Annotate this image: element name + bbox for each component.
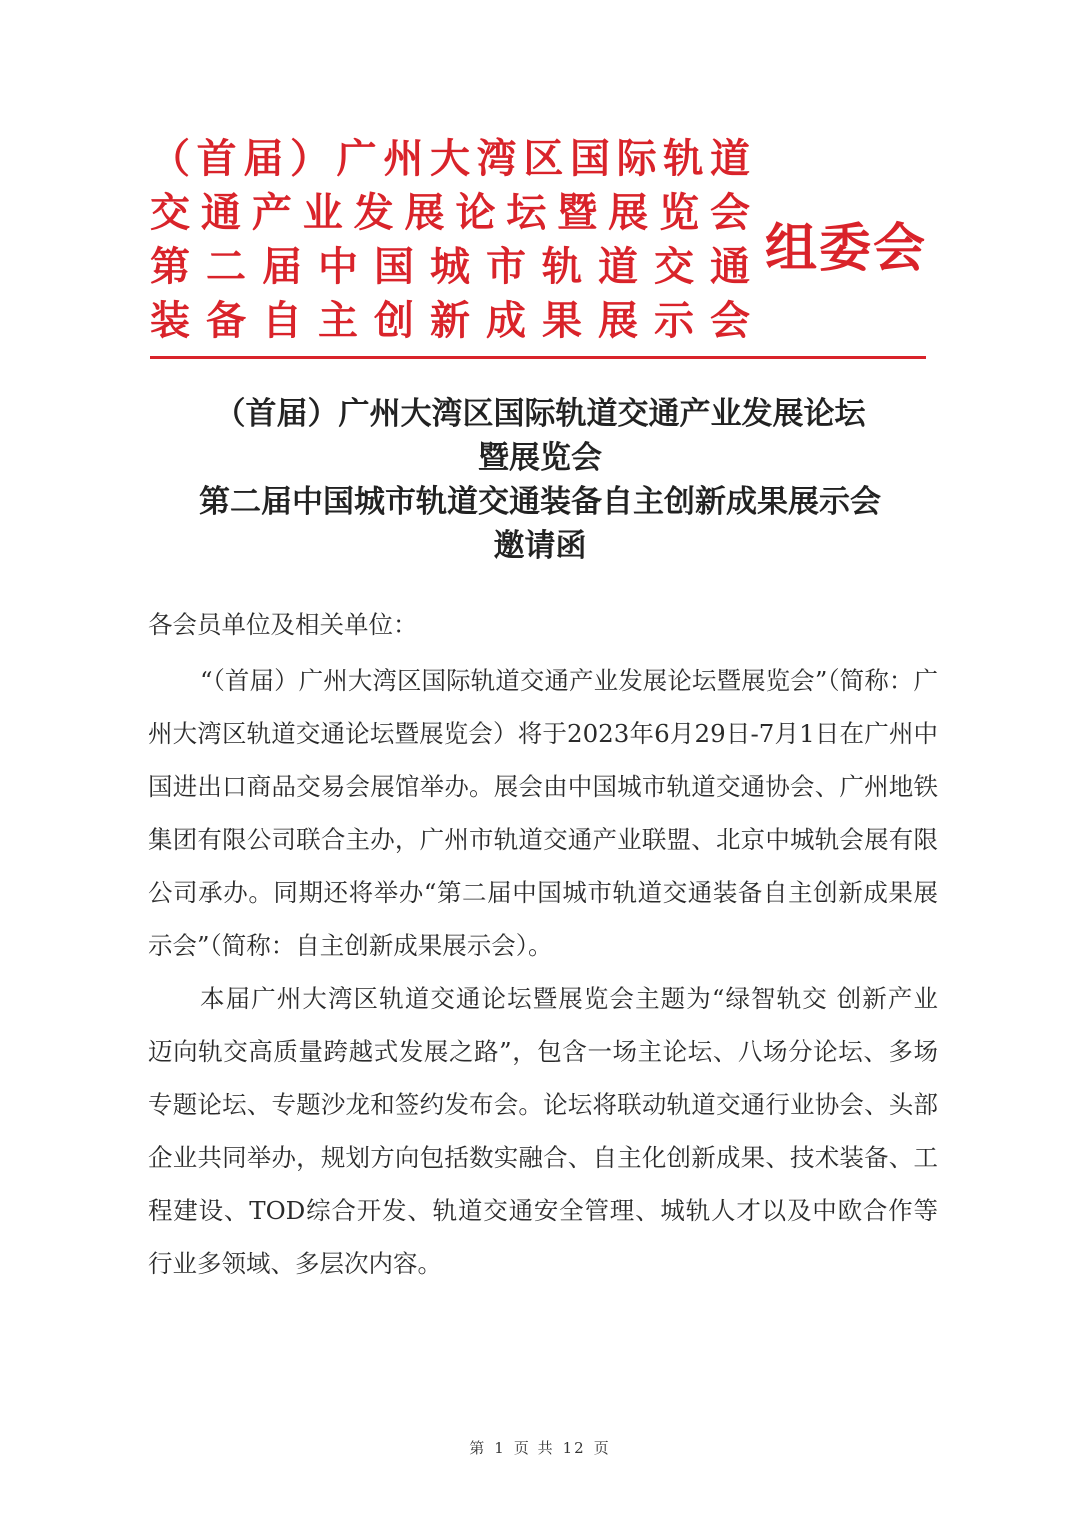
paragraph-2: 本届广州大湾区轨道交通论坛暨展览会主题为“绿智轨交 创新产业 迈向轨交高质量跨越式发展之路”，包含一场主论坛、八场分论坛、多场专题论坛、专题沙龙和签约发布会。论坛将联动轨道交通行业协会、头部企业共同举办，规划方向包括数实融合、自主化创新成果、技术装备、工程建设、TOD综合开发、轨道交通安全管理、城轨人才以及中欧合作等行业多领域、多层次内容。 xyxy=(148,984,938,1278)
document-title xyxy=(140,392,940,568)
page-footer xyxy=(0,1437,1080,1458)
header-divider xyxy=(150,356,926,359)
title-line-4: 邀请函 xyxy=(493,528,587,564)
header-line-4: 装备自主创新成果展示会 xyxy=(150,298,750,344)
header-line-2: 交通产业发展论坛暨展览会 xyxy=(150,190,750,236)
page-prefix: 第 xyxy=(469,1439,487,1457)
total-pages: 12 xyxy=(562,1439,586,1457)
header-line-3: 第二届中国城市轨道交通 xyxy=(150,244,750,290)
header-line-1: （首届）广州大湾区国际轨道 xyxy=(150,136,750,182)
title-line-2: 暨展览会 xyxy=(478,440,602,476)
page-suffix: 页 xyxy=(593,1439,611,1457)
letter-body xyxy=(148,598,938,1290)
organizer-header xyxy=(150,132,750,348)
page-number: 1 xyxy=(494,1439,506,1457)
salutation: 各会员单位及相关单位： xyxy=(148,610,418,639)
paragraph-1: “（首届）广州大湾区国际轨道交通产业发展论坛暨展览会”（简称：广州大湾区轨道交通论坛暨展览会）将于2023年6月29日-7月1日在广州中国进出口商品交易会展馆举办。展会由中国城市轨道交通协会、广州地铁集团有限公司联合主办，广州市轨道交通产业联盟、北京中城轨会展有限公司承办。同期还将举办“第二届中国城市轨道交通装备自主创新成果展示会”（简称：自主创新成果展示会）。 xyxy=(148,666,938,960)
title-line-3: 第二届中国城市轨道交通装备自主创新成果展示会 xyxy=(199,484,881,520)
title-line-1: （首届）广州大湾区国际轨道交通产业发展论坛 xyxy=(214,396,866,432)
committee-label: 组委会 xyxy=(765,219,928,279)
page-mid: 页 共 xyxy=(513,1439,555,1457)
